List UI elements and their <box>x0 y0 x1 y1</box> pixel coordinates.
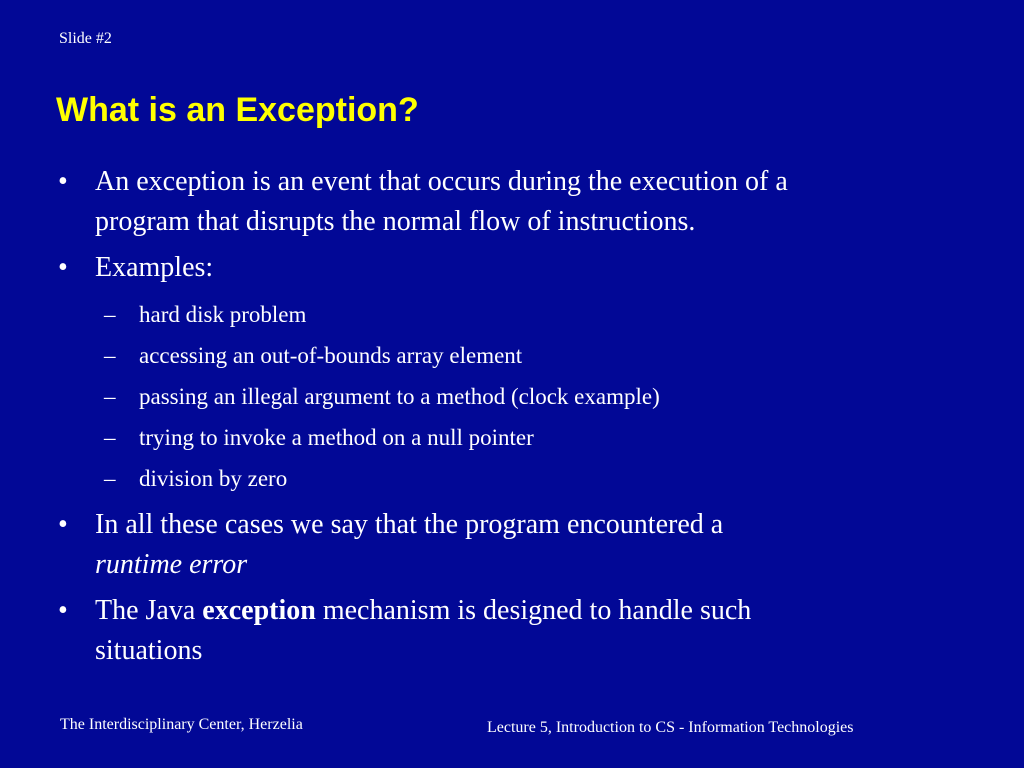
bullet-text-line1: An exception is an event that occurs during the execution of a <box>95 166 788 197</box>
dash-marker: – <box>104 425 116 450</box>
list-item <box>58 335 958 376</box>
list-item <box>58 376 958 417</box>
footer-lecture: Lecture 5, Introduction to CS - Information Technologies <box>487 719 854 736</box>
bullet-marker: • <box>58 509 68 540</box>
bullet-runtime-error <box>58 505 958 585</box>
sub-item-text: passing an illegal argument to a method (clock example) <box>139 384 660 409</box>
slide-number: Slide #2 <box>59 30 112 47</box>
sub-item-text: trying to invoke a method on a null pointer <box>139 425 534 450</box>
bullet-text-line1: In all these cases we say that the program encountered a <box>95 509 724 540</box>
bullet-text: Examples: <box>95 252 214 283</box>
dash-marker: – <box>104 384 116 409</box>
bullet-text-line2: program that disrupts the normal flow of instructions. <box>95 206 696 237</box>
bullet-java-exception <box>58 591 958 671</box>
bullet-marker: • <box>58 595 68 626</box>
emphasis-text: runtime error <box>95 549 248 580</box>
bold-keyword: exception <box>202 595 316 626</box>
dash-marker: – <box>104 302 116 327</box>
dash-marker: – <box>104 343 116 368</box>
bullet-definition <box>58 162 958 242</box>
list-item <box>58 417 958 458</box>
sub-item-text: hard disk problem <box>139 302 307 327</box>
footer-institution: The Interdisciplinary Center, Herzelia <box>60 716 303 733</box>
examples-list <box>58 294 958 499</box>
bullet-text-suffix: mechanism is designed to handle such <box>315 595 752 626</box>
bullet-marker: • <box>58 252 68 283</box>
sub-item-text: accessing an out-of-bounds array element <box>139 343 523 368</box>
list-item <box>58 294 958 335</box>
bullet-text-prefix: The Java <box>95 595 203 626</box>
slide-title: What is an Exception? <box>56 91 419 129</box>
list-item <box>58 458 958 499</box>
slide-body <box>58 162 958 677</box>
bullet-marker: • <box>58 166 68 197</box>
bullet-text-line2: situations <box>95 635 203 666</box>
bullet-examples <box>58 248 958 288</box>
sub-item-text: division by zero <box>139 466 288 491</box>
dash-marker: – <box>104 466 116 491</box>
